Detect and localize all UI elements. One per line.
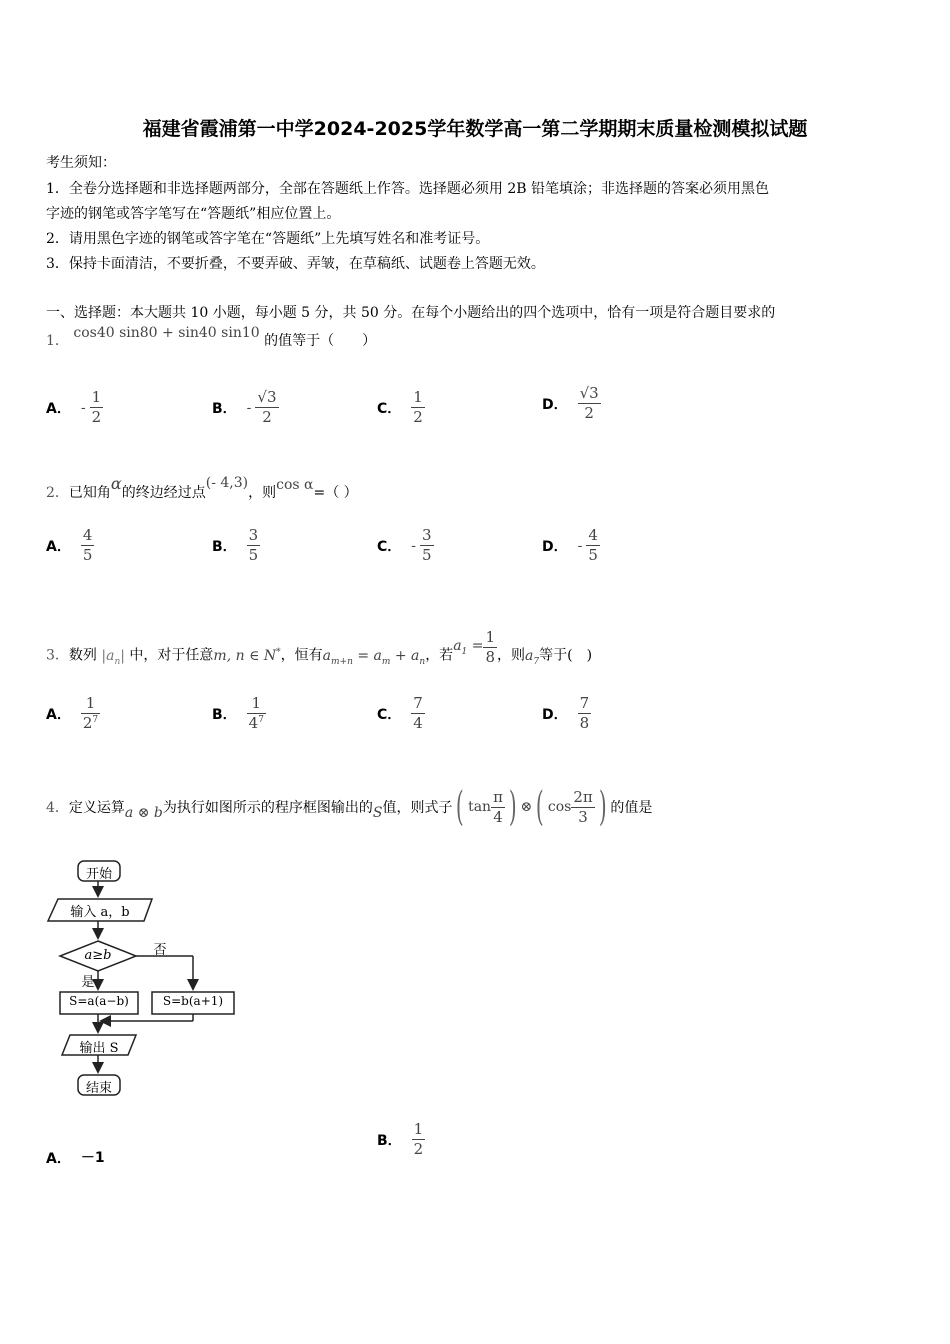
question-number: 1． [46,333,69,349]
q4-text: 值，则式子 [382,800,453,816]
option-label: B． [212,400,237,417]
question-number: 4． [46,800,69,816]
flowchart-lines [40,855,250,1100]
q4-option-a[interactable] [46,1147,105,1168]
minus-sign: - [246,399,252,416]
paren: ) [508,784,517,830]
option-label: D． [542,706,568,723]
q4-tan-fraction: $\frac{\pi}{4}$ [493,787,503,826]
fraction: $\frac{4}{5}$ [588,526,598,564]
q3-option-b[interactable] [212,696,266,731]
q3-option-c[interactable] [377,696,425,731]
option-label: C． [377,400,402,417]
minus-sign: - [80,399,86,416]
q3-a1: $a_1$ = [453,637,484,657]
q2-option-d[interactable] [542,528,600,563]
flowchart [40,855,250,1100]
q1-tail: 的值等于（ ） [264,333,377,349]
flow-input: 输入 a，b [70,905,130,920]
q2-option-a[interactable] [46,528,94,563]
fraction: $\frac{√3}{2}$ [257,388,277,426]
option-label: A． [46,538,71,555]
q2-point: (- 4,3) [205,475,249,491]
q2-option-b[interactable] [212,528,260,563]
q1-option-a[interactable] [46,390,103,425]
question-number: 2． [46,485,69,501]
q4-text: 的值是 [610,800,653,816]
minus-sign: - [577,537,583,554]
fraction: $\frac{1}{2^7}$ [82,694,99,732]
fraction: $\frac{7}{4}$ [413,694,423,732]
q4-operator: a ⊗ b [124,805,163,821]
flow-end: 结束 [85,1081,112,1096]
minus-sign: - [411,537,417,554]
q3-text: 等于( ) [539,647,593,664]
option-label: D． [542,396,568,413]
q3-text: ，恒有 [280,647,323,664]
q3-sequence: $|a_n|$ [101,647,125,667]
question-1 [46,325,377,350]
option-value: －1 [80,1150,105,1166]
q1-option-d[interactable] [542,386,601,421]
q2-text: 已知角 [68,485,111,501]
option-label: A． [46,706,71,723]
q4-option-b[interactable] [377,1122,425,1157]
q1-expression: cos40 sin80 + sin40 sin10 [73,325,260,341]
fraction: $\frac{1}{2}$ [413,388,423,426]
q2-cos: cos α [276,477,314,493]
question-3 [46,628,593,673]
option-label: B． [212,706,237,723]
q3-a1-fraction: $\frac{1}{8}$ [485,628,496,666]
q1-option-c[interactable] [377,390,425,425]
notice-item-1b: 字迹的钢笔或答字笔写在“答题纸”相应位置上。 [46,206,341,222]
q3-option-a[interactable] [46,696,100,731]
notice-item-1: 1．全卷分选择题和非选择题两部分，全部在答题纸上作答。选择题必须用 2B 铅笔填涂；非选择题的答案必须用黑色 [46,181,769,197]
q3-text: ，则 [497,647,526,664]
q4-cos-fraction: $\frac{2\pi}{3}$ [573,787,593,826]
flow-right-assign: S=b(a+1) [162,994,224,1008]
question-number: 3． [46,647,69,664]
question-2 [46,474,358,502]
flow-output: 输出 S [79,1041,119,1056]
alpha-symbol: α [110,474,122,493]
q3-relation: $a_{m+n} = a_m + a_n$ [322,647,426,667]
q3-option-d[interactable] [542,696,591,731]
q4-cos: cos [547,799,572,815]
flow-start: 开始 [85,867,112,882]
paren: ( [456,784,465,830]
fraction: $\frac{4}{5}$ [82,526,93,564]
option-label: C． [377,538,402,555]
option-label: B． [212,538,237,555]
fraction: $\frac{1}{2}$ [413,1120,424,1158]
option-label: A． [46,1151,71,1167]
q2-text: ，则 [248,485,277,501]
option-label: D． [542,538,568,555]
paren: ( [536,784,544,830]
option-label: B． [377,1132,402,1149]
q4-text: 定义运算 [68,800,125,816]
q4-otimes: ⊗ [520,799,533,815]
q4-tan: tan [468,799,492,815]
fraction: $\frac{7}{8}$ [579,694,590,732]
fraction: $\frac{1}{4^7}$ [248,694,264,732]
q3-mn: m, n ∈ N* [213,646,281,664]
notice-item-3: 3．保持卡面清洁，不要折叠，不要弄破、弄皱，在草稿纸、试题卷上答题无效。 [46,256,545,272]
notice-heading: 考生须知： [46,155,116,171]
q3-text: 中，对于任意 [129,647,214,664]
flow-left-assign: S=a(a−b) [69,994,129,1008]
flow-no-label: 否 [153,943,167,958]
q1-option-b[interactable] [212,390,279,425]
q3-text: 数列 [68,647,97,664]
q2-text: 的终边经过点 [121,485,206,501]
q4-s: S [372,805,383,821]
question-4 [46,784,652,830]
q2-option-c[interactable] [377,528,434,563]
option-label: A． [46,400,71,417]
flow-condition: a≥b [84,948,112,963]
q3-a7: $a_7$ [525,647,540,667]
q4-text: 为执行如图所示的程序框图输出的 [162,800,373,816]
page-title: 福建省霞浦第一中学2024-2025学年数学高一第二学期期末质量检测模拟试题 [142,118,808,140]
option-label: C． [377,706,402,723]
fraction: $\frac{1}{2}$ [91,388,102,426]
flow-yes-label: 是 [81,975,95,990]
q3-text: ，若 [425,647,454,664]
section-heading: 一、选择题：本大题共 10 小题，每小题 5 分，共 50 分。在每个小题给出的四个选项中，恰有一项是符合题目要求的 [46,305,776,321]
paren: ) [598,784,607,830]
notice-item-2: 2．请用黑色字迹的钢笔或答字笔在“答题纸”上先填写姓名和准考证号。 [46,231,490,247]
fraction: $\frac{3}{5}$ [422,526,432,564]
q2-text: =（ ） [313,485,358,501]
fraction: $\frac{3}{5}$ [248,526,259,564]
fraction: $\frac{√3}{2}$ [579,384,599,422]
